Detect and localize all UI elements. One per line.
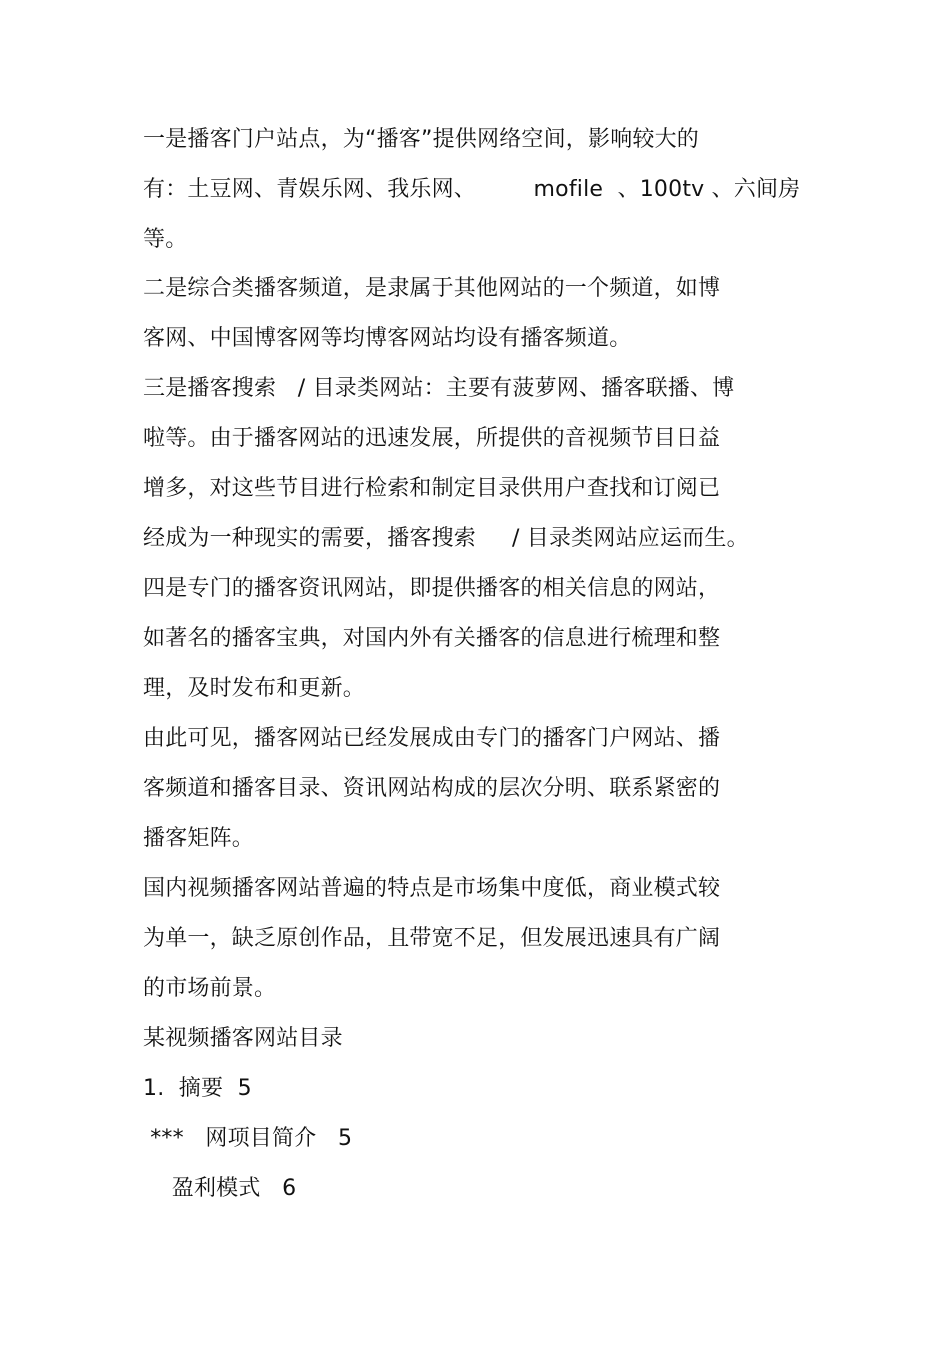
text-line: 二是综合类播客频道，是隶属于其他网站的一个频道，如博 — [143, 276, 721, 301]
text-line: 经成为一种现实的需要，播客搜索 / 目录类网站应运而生。 — [143, 526, 749, 551]
text-line: 理，及时发布和更新。 — [143, 676, 366, 701]
text-line: 四是专门的播客资讯网站，即提供播客的相关信息的网站， — [143, 576, 721, 601]
toc-item: *** 网项目简介 5 — [143, 1126, 353, 1151]
toc-item: 1. 摘要 5 — [143, 1076, 252, 1101]
text-line: 一是播客门户站点，为“播客”提供网络空间，影响较大的 — [143, 127, 699, 152]
text-line: 有：土豆网、青娱乐网、我乐网、 mofile 、100tv 、六间房 — [143, 177, 801, 202]
text-line: 播客矩阵。 — [143, 826, 255, 851]
toc-heading: 某视频播客网站目录 — [143, 1026, 343, 1051]
text-line: 啦等。由于播客网站的迅速发展，所提供的音视频节目日益 — [143, 426, 721, 451]
text-line: 三是播客搜索 / 目录类网站：主要有菠萝网、播客联播、博 — [143, 376, 735, 401]
text-line: 客网、中国博客网等均博客网站均设有播客频道。 — [143, 326, 632, 351]
text-line: 增多，对这些节目进行检索和制定目录供用户查找和订阅已 — [143, 476, 721, 501]
text-line: 国内视频播客网站普遍的特点是市场集中度低，商业模式较 — [143, 876, 721, 901]
text-line: 由此可见，播客网站已经发展成由专门的播客门户网站、播 — [143, 726, 721, 751]
text-line: 客频道和播客目录、资讯网站构成的层次分明、联系紧密的 — [143, 776, 721, 801]
text-line: 等。 — [143, 227, 188, 252]
text-line: 的市场前景。 — [143, 976, 277, 1001]
toc-item: 盈利模式 6 — [143, 1176, 297, 1201]
text-line: 如著名的播客宝典，对国内外有关播客的信息进行梳理和整 — [143, 626, 721, 651]
text-line: 为单一，缺乏原创作品，且带宽不足，但发展迅速具有广阔 — [143, 926, 721, 951]
